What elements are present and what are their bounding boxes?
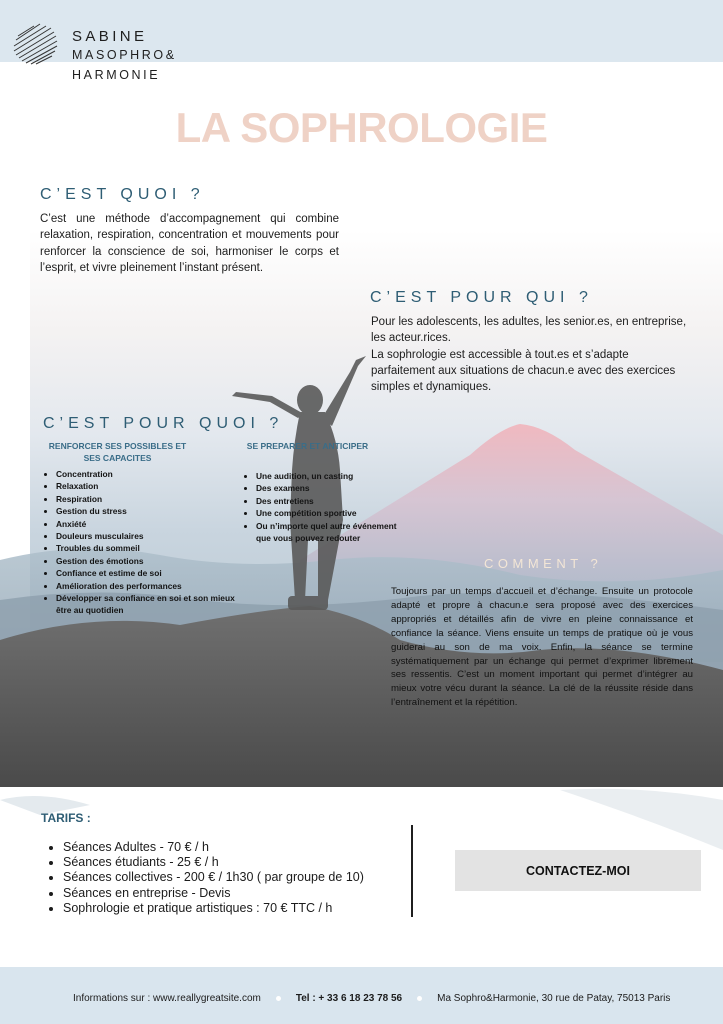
separator-dot-icon xyxy=(417,996,422,1001)
list-item: • Ou n’importe quel autre événement que vous pouvez redouter xyxy=(256,520,406,545)
list-item: • Séances étudiants - 25 € / h xyxy=(63,855,364,870)
brand-line-2: MASOPHRO& xyxy=(72,48,177,62)
pourquoi-col2-list xyxy=(240,470,406,544)
footer xyxy=(73,993,670,1004)
list-item: • Confiance et estime de soi xyxy=(56,567,236,579)
tarifs-list xyxy=(44,840,364,916)
footer-website[interactable]: Informations sur : www.reallygreatsite.com xyxy=(73,993,261,1004)
list-item: • Développer sa confiance en soi et son mieux être au quotidien xyxy=(56,592,236,617)
scribble-circle-icon xyxy=(10,20,62,68)
tarifs-heading: TARIFS : xyxy=(41,811,91,825)
footer-phone[interactable]: Tel : + 33 6 18 23 78 56 xyxy=(295,993,403,1004)
list-item: • Des examens xyxy=(256,482,406,494)
vertical-divider xyxy=(411,825,413,917)
list-item: • Une audition, un casting xyxy=(256,470,406,482)
list-item: • Amélioration des performances xyxy=(56,580,236,592)
section-title-quoi: C’EST QUOI ? xyxy=(40,186,205,203)
section-title-qui: C’EST POUR QUI ? xyxy=(370,289,593,306)
list-item: • Douleurs musculaires xyxy=(56,530,236,542)
list-item: • Une compétition sportive xyxy=(256,507,406,519)
list-item: • Anxiété xyxy=(56,518,236,530)
list-item: • Sophrologie et pratique artistiques : 70 € TTC / h xyxy=(63,901,364,916)
list-item: • Séances en entreprise - Devis xyxy=(63,886,364,901)
list-item: • Respiration xyxy=(56,493,236,505)
section-title-pourquoi: C’EST POUR QUOI ? xyxy=(43,415,284,432)
section-text-qui xyxy=(371,314,693,395)
brand-line-3: HARMONIE xyxy=(72,68,161,82)
qui-line-2: La sophrologie est accessible à tout.es et s’adapte parfaitement aux situations de chacun.e avec des exercices simples et dynamiques. xyxy=(371,348,676,394)
pourquoi-col1-list xyxy=(40,468,236,617)
footer-address: Ma Sophro&Harmonie, 30 rue de Patay, 75013 Paris xyxy=(437,993,671,1004)
list-item: • Relaxation xyxy=(56,480,236,492)
list-item: • Concentration xyxy=(56,468,236,480)
contact-button[interactable]: CONTACTEZ-MOI xyxy=(455,850,701,891)
qui-line-1: Pour les adolescents, les adultes, les senior.es, en entreprise, les acteur.rices. xyxy=(371,316,687,345)
pourquoi-col1-heading: RENFORCER SES POSSIBLES ET SES CAPACITES xyxy=(48,441,187,463)
list-item: • Séances Adultes - 70 € / h xyxy=(63,840,364,855)
brand-name xyxy=(72,28,177,85)
brand-line-1: SABINE xyxy=(72,28,148,45)
section-text-comment: Toujours par un temps d’accueil et d’échange. Ensuite un protocole adapté et propre à chacun.e sera proposé avec des exercices appropriés et détaillés afin de vivre en pleine connaissance et confiance la séance. Viens ensuite un temps de pratique où je vous guiderai au son de ma voix. Enfin, la séance se termine systématiquement par un échange qui permet d’exprimer librement ses ressentis. C’est un moment important qui permet d’intégrer au mieux votre vécu durant la séance. La clé de la réussite réside dans l’entraînement et la répétition. xyxy=(391,586,693,709)
pourquoi-col2-heading: SE PREPARER ET ANTICIPER xyxy=(246,441,369,451)
list-item: • Séances collectives - 200 € / 1h30 ( par groupe de 10) xyxy=(63,870,364,885)
separator-dot-icon xyxy=(276,996,281,1001)
list-item: • Troubles du sommeil xyxy=(56,542,236,554)
page-title: LA SOPHROLOGIE xyxy=(175,104,548,151)
list-item: • Des entretiens xyxy=(256,495,406,507)
section-title-comment: COMMENT ? xyxy=(484,556,603,571)
list-item: • Gestion du stress xyxy=(56,505,236,517)
list-item: • Gestion des émotions xyxy=(56,555,236,567)
section-text-quoi: C’est une méthode d’accompagnement qui combine relaxation, respiration, concentration et mouvements pour renforcer la conscience de soi, harmoniser le corps et l’esprit, et vivre pleinement l’instant présent. xyxy=(40,213,339,274)
